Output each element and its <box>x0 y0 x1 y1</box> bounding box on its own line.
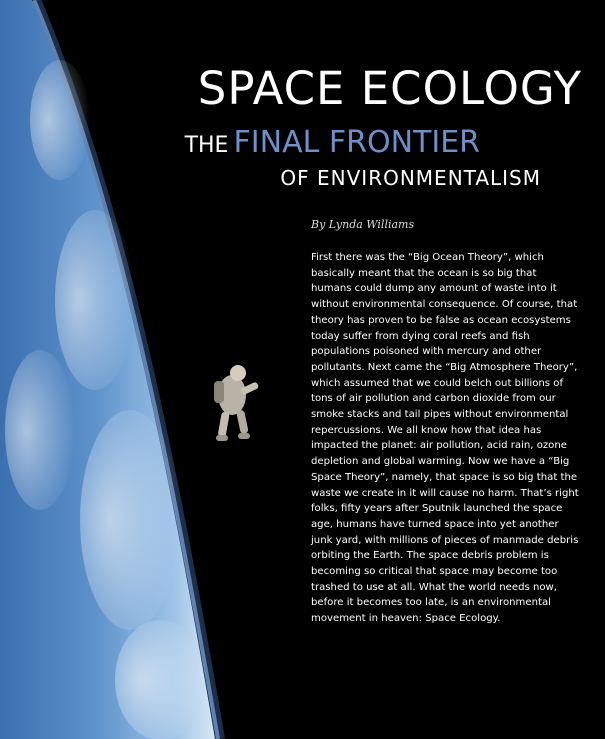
byline: By Lynda Williams <box>311 218 415 231</box>
subtitle-the: THE <box>184 133 229 158</box>
article-title: SPACE ECOLOGY <box>197 62 582 115</box>
subtitle-line-1 <box>0 125 480 160</box>
subtitle-highlight: FINAL FRONTIER <box>233 125 480 160</box>
article-body: First there was the “Big Ocean Theory”, which basically meant that the ocean is so big that humans could dump any amount of waste into it without environmental consequence. Of course, that theory has proven to be false as ocean ecosystems today suffer from dying coral reefs and fish populations poisoned with mercury and other pollutants. Next came the “Big Atmosphere Theory”, which assumed that we could belch out billions of tons of air pollution and carbon dioxide from our smoke stacks and tail pipes without environmental repercussions. We all know how that idea has impacted the planet: air pollution, acid rain, ozone depletion and global warming. Now we have a “Big Space Theory”, namely, that space is so big that the waste we create in it will cause no harm. That’s right folks, fifty years after Sputnik launched the space age, humans have turned space into yet another junk yard, with millions of pieces of manmade debris orbiting the Earth. The space debris problem is becoming so critical that space may become too trashed to use at all. What the world needs now, before it becomes too late, is an environmental movement in heaven: Space Ecology. <box>311 252 579 625</box>
subtitle-line-2: OF ENVIRONMENTALISM <box>280 166 541 190</box>
